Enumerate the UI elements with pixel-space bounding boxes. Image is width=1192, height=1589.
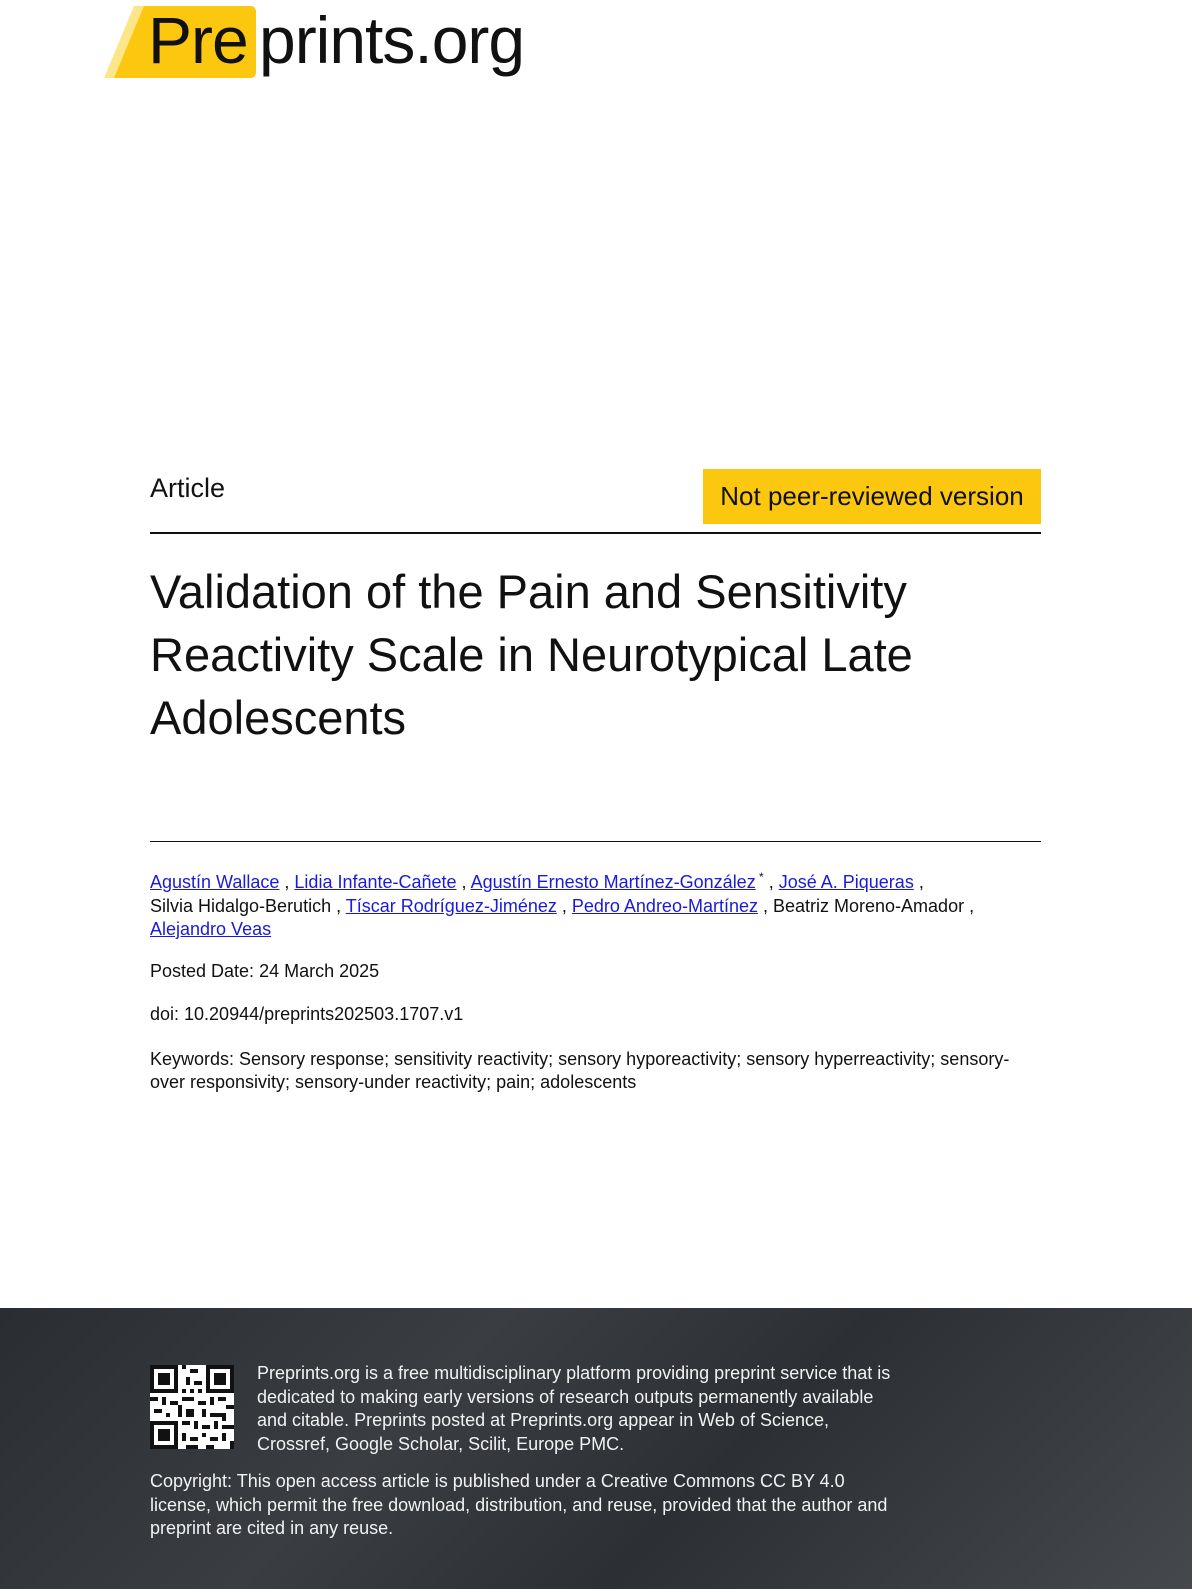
preprints-logo[interactable] bbox=[104, 3, 564, 78]
doi-text: doi: 10.20944/preprints202503.1707.v1 bbox=[150, 1004, 464, 1024]
qr-code[interactable] bbox=[150, 1365, 234, 1449]
author-link[interactable]: Tíscar Rodríguez-Jiménez bbox=[345, 895, 557, 916]
review-status-badge: Not peer-reviewed version bbox=[703, 469, 1041, 524]
copyright-notice: Copyright: This open access article is published under a Creative Commons CC BY 4.0 license, which permit the free download, distribution, and reuse, provided that the author and preprint are cited in any reuse. bbox=[150, 1471, 888, 1538]
header-divider bbox=[150, 532, 1041, 534]
posted-date: Posted Date: 24 March 2025 bbox=[150, 961, 380, 981]
author-link[interactable]: Lidia Infante-Cañete bbox=[294, 872, 457, 892]
author-name: Beatriz Moreno-Amador bbox=[773, 895, 965, 916]
article-title: Validation of the Pain and Sensitivity Reactivity Scale in Neurotypical Late Adolescents bbox=[150, 565, 913, 744]
corresponding-author-mark: * bbox=[755, 870, 764, 884]
platform-description: Preprints.org is a free multidisciplinary platform providing preprint service that is dedicated to making early versions of research outputs permanently available and citable. Preprints posted at Preprints.org appear in Web of Science, Crossref, Google Scholar, Scilit, Europe PMC. bbox=[257, 1363, 891, 1454]
author-link[interactable]: Alejandro Veas bbox=[150, 919, 272, 939]
keywords-text: Keywords: Sensory response; sensitivity reactivity; sensory hyporeactivity; sensory hyperreactivity; sensory-over responsivity; sensory-under reactivity; pain; adolescents bbox=[150, 1049, 1010, 1092]
author-link[interactable]: Agustín Ernesto Martínez-González bbox=[470, 872, 756, 892]
article-type-label: Article bbox=[150, 473, 226, 503]
logo-rest-text: prints.org bbox=[259, 3, 525, 77]
author-name: Silvia Hidalgo-Berutich bbox=[150, 895, 332, 916]
logo-pre-text: Pre bbox=[148, 3, 248, 77]
author-link[interactable]: José A. Piqueras bbox=[778, 872, 914, 892]
title-divider bbox=[150, 841, 1041, 842]
author-list: Agustín Wallace , Lidia Infante-Cañete , Agustín Ernesto Martínez-González * , José A. Piqueras , Silvia Hidalgo-Berutich , Tíscar Rodríguez-Jiménez , Pedro Andreo-Martínez , Beatriz Moreno-Amador , Alejandro Veas bbox=[150, 870, 975, 939]
author-link[interactable]: Agustín Wallace bbox=[150, 872, 280, 892]
author-link[interactable]: Pedro Andreo-Martínez bbox=[571, 895, 758, 916]
footer-panel bbox=[0, 1308, 1192, 1589]
qr-code-icon bbox=[150, 1365, 234, 1449]
